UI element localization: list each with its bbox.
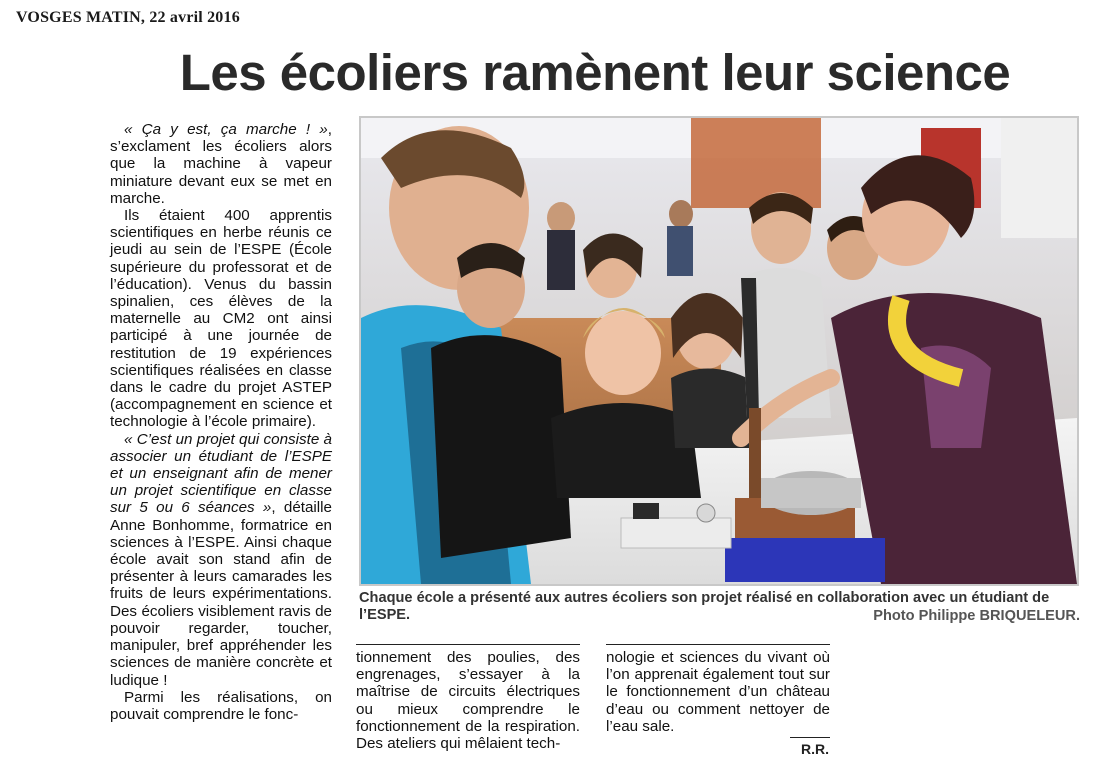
paragraph-2: Ils étaient 400 apprentis scientifiques en herbe réunis ce jeudi au sein de l’ESPE (École supérieure du professorat et de l’éducation). Venus du bassin spinalien, ces élèves de la maternelle au CM2 ont ainsi participé à une journée de restitution de 19 expériences scientifiques réalisées en classe dans le cadre du projet ASTEP (accompagnement en science et technologie à l’école primaire).: [110, 207, 332, 431]
credit-suffix: .: [1075, 608, 1080, 624]
newspaper-source: VOSGES MATIN, 22 avril 2016: [16, 9, 240, 26]
author-signature: R.R.: [801, 741, 829, 757]
quote-1: « Ça y est, ça marche ! »: [124, 121, 328, 138]
photo-credit: [873, 608, 1080, 624]
credit-prefix: Photo Philippe: [873, 608, 980, 624]
paragraph-6: nologie et sciences du vivant où l’on apprenait également tout sur le fonctionnement d’un château d’eau ou comment nettoyer de l’eau sale.: [606, 649, 830, 735]
column-rule-3: [606, 644, 830, 645]
article-column-3: [606, 649, 830, 735]
paragraph-3: [110, 431, 332, 689]
article-column-1: [110, 121, 332, 723]
article-column-2: [356, 649, 580, 752]
column-rule-2: [356, 644, 580, 645]
quote-2: « C’est un projet qui consiste à associer un étudiant de l’ESPE et un enseignant afin de mener un projet scientifique en classe sur 5 ou 6 séances »: [110, 430, 332, 517]
paragraph-5: tionnement des poulies, des engrenages, s’essayer à la maîtrise de circuits électriques ou mieux comprendre le fonctionnement de la respiration. Des ateliers qui mêlaient tech-: [356, 649, 580, 753]
photographer-name: BRIQUELEUR: [979, 608, 1076, 624]
article-photo: [359, 116, 1079, 586]
paragraph-1-text: , s’exclament les écoliers alors que la machine à vapeur miniature devant eux se met en marche.: [110, 121, 332, 207]
photo-caption: Chaque école a présenté aux autres écoliers son projet réalisé en collaboration avec un étudiant de l’ESPE.: [359, 590, 1050, 623]
paragraph-1: [110, 121, 332, 207]
paragraph-3-text: , détaille Anne Bonhomme, formatrice en sciences à l’ESPE. Ainsi chaque école avait son stand afin de présenter à leurs camarades les fruits de leurs expérimentations. Des écoliers visiblement ravis de pouvoir regarder, toucher, manipuler, bref appréhender les sciences de manière concrète et ludique !: [110, 499, 332, 689]
classroom-photo-illustration: [361, 118, 1077, 584]
paragraph-4: Parmi les réalisations, on pouvait comprendre le fonc-: [110, 688, 332, 723]
article-headline: Les écoliers ramènent leur science: [179, 44, 1011, 101]
signature-rule: [790, 737, 830, 738]
